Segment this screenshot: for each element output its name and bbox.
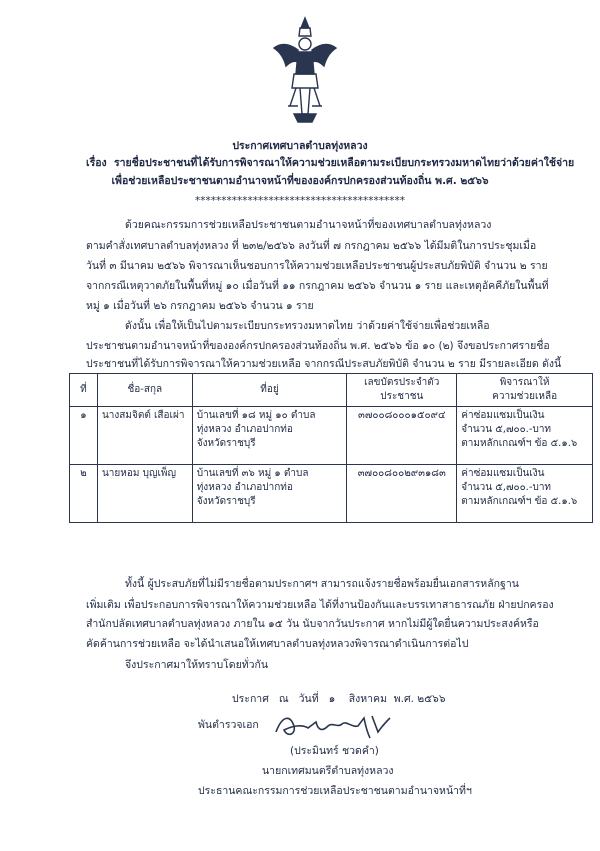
header-aid-line-1: พิจารณาให้ bbox=[499, 377, 550, 388]
date-year: พ.ศ. ๒๕๖๖ bbox=[393, 693, 446, 705]
table-row bbox=[70, 465, 593, 523]
aid-line: จำนวน ๕,๗๐๐.-บาท bbox=[461, 482, 552, 493]
date-label: ประกาศ bbox=[232, 693, 269, 705]
row-aid bbox=[457, 407, 593, 465]
row-id: ๓๗๐๐๘๐๐๒๙๓๑๘๓ bbox=[347, 465, 457, 523]
aid-line: ตามหลักเกณฑ์ฯ ข้อ ๕.๑.๖ bbox=[461, 496, 578, 507]
table-row bbox=[70, 407, 593, 465]
row-no: ๒ bbox=[70, 465, 98, 523]
header-aid-line-2: ความช่วยเหลือ bbox=[492, 391, 558, 402]
signatory-position-1: นายกเทศมนตรีตำบลทุ่งหลวง bbox=[262, 765, 394, 777]
date-line bbox=[232, 692, 446, 707]
row-name: นายหอม บุญเพ็ญ bbox=[97, 465, 192, 523]
date-at: ณ bbox=[278, 693, 289, 705]
handwritten-signature bbox=[272, 708, 392, 744]
header-no: ที่ bbox=[70, 374, 98, 407]
row-id: ๓๗๐๐๘๐๐๐๑๕๐๙๔ bbox=[347, 407, 457, 465]
header-address: ที่อยู่ bbox=[192, 374, 347, 407]
header-id-line-2: ประชาชน bbox=[380, 391, 424, 402]
address-line: จังหวัดราชบุรี bbox=[196, 496, 256, 507]
aid-line: จำนวน ๕,๗๐๐.-บาท bbox=[461, 424, 552, 435]
address-line: จังหวัดราชบุรี bbox=[196, 438, 256, 449]
address-line: บ้านเลขที่ ๓๖ หมู่ ๑ ตำบล bbox=[196, 468, 309, 479]
header-id bbox=[347, 374, 457, 407]
aid-line: ตามหลักเกณฑ์ฯ ข้อ ๕.๑.๖ bbox=[461, 438, 578, 449]
para2-line-1: ดังนั้น เพื่อให้เป็นไปตามระเบียบกระทรวงมหาดไทย ว่าด้วยค่าใช้จ่ายเพื่อช่วยเหลือ bbox=[125, 320, 490, 332]
row-no: ๑ bbox=[70, 407, 98, 465]
header-aid bbox=[457, 374, 593, 407]
row-name: นางสมจิตต์ เสือเผ่า bbox=[97, 407, 192, 465]
address-line: ทุ่งหลวง อำเภอปากท่อ bbox=[196, 482, 293, 493]
signatory-rank: พันตำรวจเอก bbox=[198, 719, 259, 731]
para2-line-3: ประชาชนที่ได้รับการพิจารณาให้ความช่วยเหลือ จากกรณีประสบภัยพิบัติ จำนวน ๒ ราย มีรายละเอียด ดังนี้ bbox=[86, 358, 562, 370]
row-address bbox=[192, 465, 347, 523]
date-day-label: วันที่ bbox=[298, 693, 319, 705]
para3-line-4: คัดค้านการช่วยเหลือ จะได้นำเสนอให้เทศบาลตำบลทุ่งหลวงพิจารณาดำเนินการต่อไป bbox=[86, 638, 469, 650]
header-name: ชื่อ-สกุล bbox=[97, 374, 192, 407]
aid-line: ค่าซ่อมแซมเป็นเงิน bbox=[461, 410, 545, 421]
row-aid bbox=[457, 465, 593, 523]
subject-line-1 bbox=[86, 156, 574, 171]
para1-line-1: ด้วยคณะกรรมการช่วยเหลือประชาชนตามอำนาจหน้าที่ของเทศบาลตำบลทุ่งหลวง bbox=[125, 219, 492, 231]
date-day: ๑ bbox=[328, 693, 336, 705]
date-month: สิงหาคม bbox=[348, 693, 388, 705]
signatory-position-2: ประธานคณะกรรมการช่วยเหลือประชาชนตามอำนาจหน้าที่ฯ bbox=[198, 785, 472, 797]
para1-line-4: จากกรณีเหตุวาตภัยในพื้นที่หมู่ ๑๐ เมื่อวันที่ ๑๑ กรกฎาคม ๒๕๖๖ จำนวน ๑ ราย และเหตุอัคคีภัยในพื้นที่ bbox=[86, 280, 549, 292]
subject-line-2: เพื่อช่วยเหลือประชาชนตามอำนาจหน้าที่ขององค์กรปกครองส่วนท้องถิ่น พ.ศ. ๒๕๖๖ bbox=[111, 175, 489, 187]
para3-line-2: เพิ่มเติม เพื่อประกอบการพิจารณาให้ความช่วยเหลือ ได้ที่งานป้องกันและบรรเทาสาธารณภัย ฝ่ายปกครอง bbox=[86, 599, 554, 611]
beneficiary-table bbox=[69, 373, 593, 523]
address-line: บ้านเลขที่ ๑๘ หมู่ ๑๐ ตำบล bbox=[196, 410, 316, 421]
para3-line-3: สำนักปลัดเทศบาลตำบลทุ่งหลวง ภายใน ๑๕ วัน นับจากวันประกาศ หากไม่มีผู้ใดยื่นความประสงค์หรือ bbox=[86, 618, 539, 630]
document-title: ประกาศเทศบาลตำบลทุ่งหลวง bbox=[232, 140, 368, 152]
garuda-emblem-icon bbox=[272, 14, 338, 126]
para1-line-5: หมู่ ๑ เมื่อวันที่ ๒๖ กรกฎาคม ๒๕๖๖ จำนวน ๑ ราย bbox=[86, 300, 314, 312]
table-header-row bbox=[70, 374, 593, 407]
para1-line-2: ตามคำสั่งเทศบาลตำบลทุ่งหลวง ที่ ๒๓๒/๒๕๖๖ ลงวันที่ ๗ กรกฎาคม ๒๕๖๖ ได้มีมติในการประชุมเมื่อ bbox=[86, 240, 537, 252]
signatory-name: (ประมินทร์ ชวดคำ) bbox=[290, 745, 379, 757]
aid-line: ค่าซ่อมแซมเป็นเงิน bbox=[461, 468, 545, 479]
separator: **************************************** bbox=[195, 195, 405, 207]
closing-line: จึงประกาศมาให้ทราบโดยทั่วกัน bbox=[125, 659, 269, 671]
address-line: ทุ่งหลวง อำเภอปากท่อ bbox=[196, 424, 293, 435]
para2-line-2: ประชาชนตามอำนาจหน้าที่ขององค์กรปกครองส่วนท้องถิ่น พ.ศ. ๒๕๖๖ ข้อ ๑๐ (๒) จึงขอประกาศรายชื่อ bbox=[86, 340, 550, 352]
para3-line-1: ทั้งนี้ ผู้ประสบภัยที่ไม่มีรายชื่อตามประกาศฯ สามารถแจ้งรายชื่อพร้อมยื่นเอกสารหลักฐาน bbox=[125, 578, 519, 590]
header-id-line-1: เลขบัตรประจำตัว bbox=[364, 377, 440, 388]
row-address bbox=[192, 407, 347, 465]
subject-prefix: เรื่อง bbox=[86, 157, 107, 169]
para1-line-3: วันที่ ๓ มีนาคม ๒๕๖๖ พิจารณาเห็นชอบการให้ความช่วยเหลือประชาชนผู้ประสบภัยพิบัติ จำนวน ๒ ราย bbox=[86, 260, 548, 272]
subject-text-1: รายชื่อประชาชนที่ได้รับการพิจารณาให้ความช่วยเหลือตามระเบียบกระทรวงมหาดไทยว่าด้วยค่าใช้จ่าย bbox=[113, 157, 575, 169]
